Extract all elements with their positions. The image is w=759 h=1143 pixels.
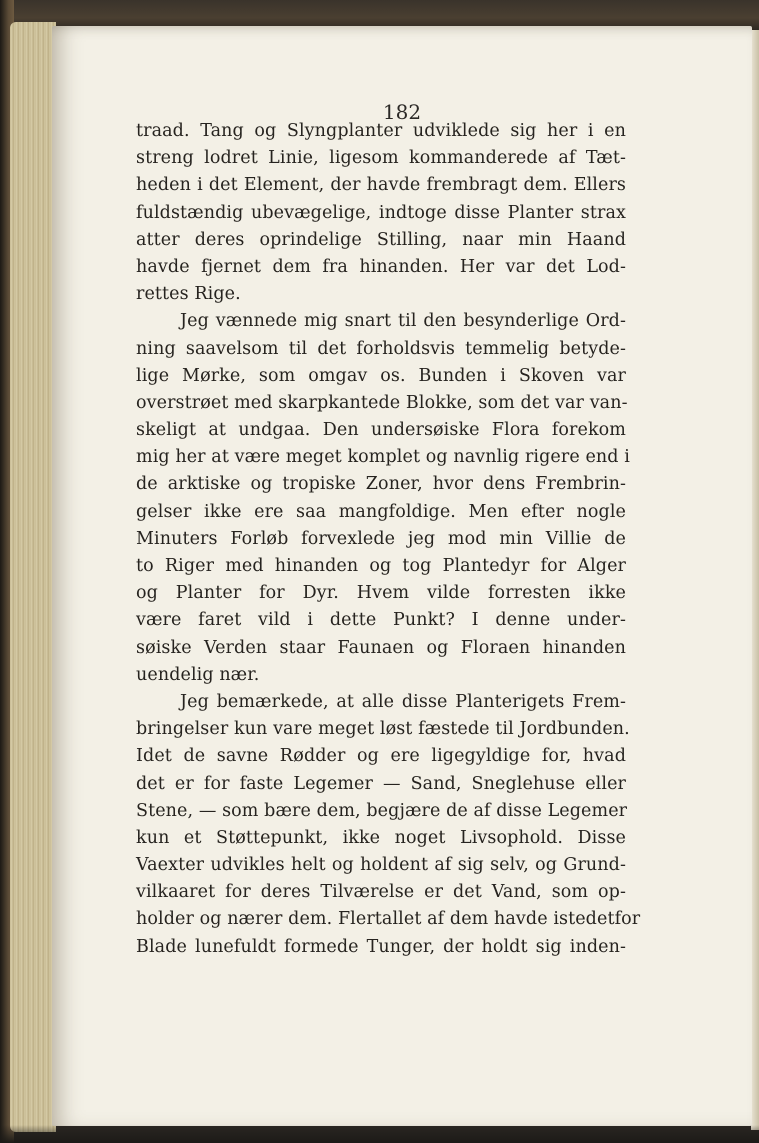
text-line: være faret vild i dette Punkt? I denne under- — [136, 610, 626, 631]
text-line: lige Mørke, som omgav os. Bunden i Skoven var — [136, 365, 626, 386]
text-line: vilkaaret for deres Tilværelse er det Vand, som op- — [136, 882, 626, 903]
text-line: fuldstændig ubevægelige, indtoge disse Planter strax — [136, 202, 626, 223]
text-line: gelser ikke ere saa mangfoldige. Men efter nogle — [136, 501, 626, 522]
scan-shadow — [0, 1125, 759, 1143]
body-text — [136, 118, 641, 961]
text-line: overstrøet med skarpkantede Blokke, som det var van- — [136, 392, 628, 413]
text-line: to Riger med hinanden og tog Plantedyr for Alger — [136, 556, 626, 576]
text-line: traad. Tang og Slyngplanter udviklede sig her i en — [136, 121, 626, 141]
text-line: Idet de savne Rødder og ere ligegyldige for, hvad — [136, 746, 626, 767]
text-line: Stene, — som bære dem, begjære de af disse Legemer — [136, 800, 628, 821]
text-line: søiske Verden staar Faunaen og Floraen hinanden — [136, 637, 626, 658]
text-line: heden i det Element, der havde frembragt dem. Ellers — [136, 175, 626, 196]
text-line: mig her at være meget komplet og navnlig rigere end i — [136, 447, 630, 468]
text-line: kun et Støttepunkt, ikke noget Livsophold. Disse — [136, 827, 626, 848]
text-line: Jeg bemærkede, at alle disse Planterigets Frem- — [180, 691, 626, 712]
text-line: Vaexter udvikles helt og holdent af sig selv, og Grund- — [136, 855, 626, 876]
page-edges — [10, 22, 56, 1132]
text-line: holder og nærer dem. Flertallet af dem havde istedetfor — [136, 909, 641, 930]
text-line: skeligt at undgaa. Den undersøiske Flora forekom — [136, 420, 626, 441]
text-line: og Planter for Dyr. Hvem vilde forresten ikke — [136, 583, 626, 604]
text-line: de arktiske og tropiske Zoner, hvor dens Frembrin- — [136, 474, 626, 495]
text-line: Minuters Forløb forvexlede jeg mod min Villie de — [136, 528, 626, 549]
text-line: ning saavelsom til det forholdsvis temmelig betyde- — [136, 338, 626, 359]
text-line: Blade lunefuldt formede Tunger, der holdt sig inden- — [136, 936, 626, 957]
text-line: Jeg vænnede mig snart til den besynderlige Ord- — [180, 311, 626, 332]
text-line: streng lodret Linie, ligesom kommanderede af Tæt- — [136, 148, 626, 169]
text-line: rettes Rige. — [136, 284, 241, 305]
text-line: bringelser kun vare meget løst fæstede til Jordbunden. — [136, 719, 630, 740]
page-number: 182 — [382, 100, 422, 124]
text-line: uendelig nær. — [136, 664, 260, 685]
text-line: atter deres oprindelige Stilling, naar min Haand — [136, 229, 626, 250]
page-right-edge — [751, 30, 759, 1130]
text-line: det er for faste Legemer — Sand, Sneglehuse eller — [136, 773, 626, 794]
text-line: havde fjernet dem fra hinanden. Her var det Lod- — [136, 256, 626, 277]
